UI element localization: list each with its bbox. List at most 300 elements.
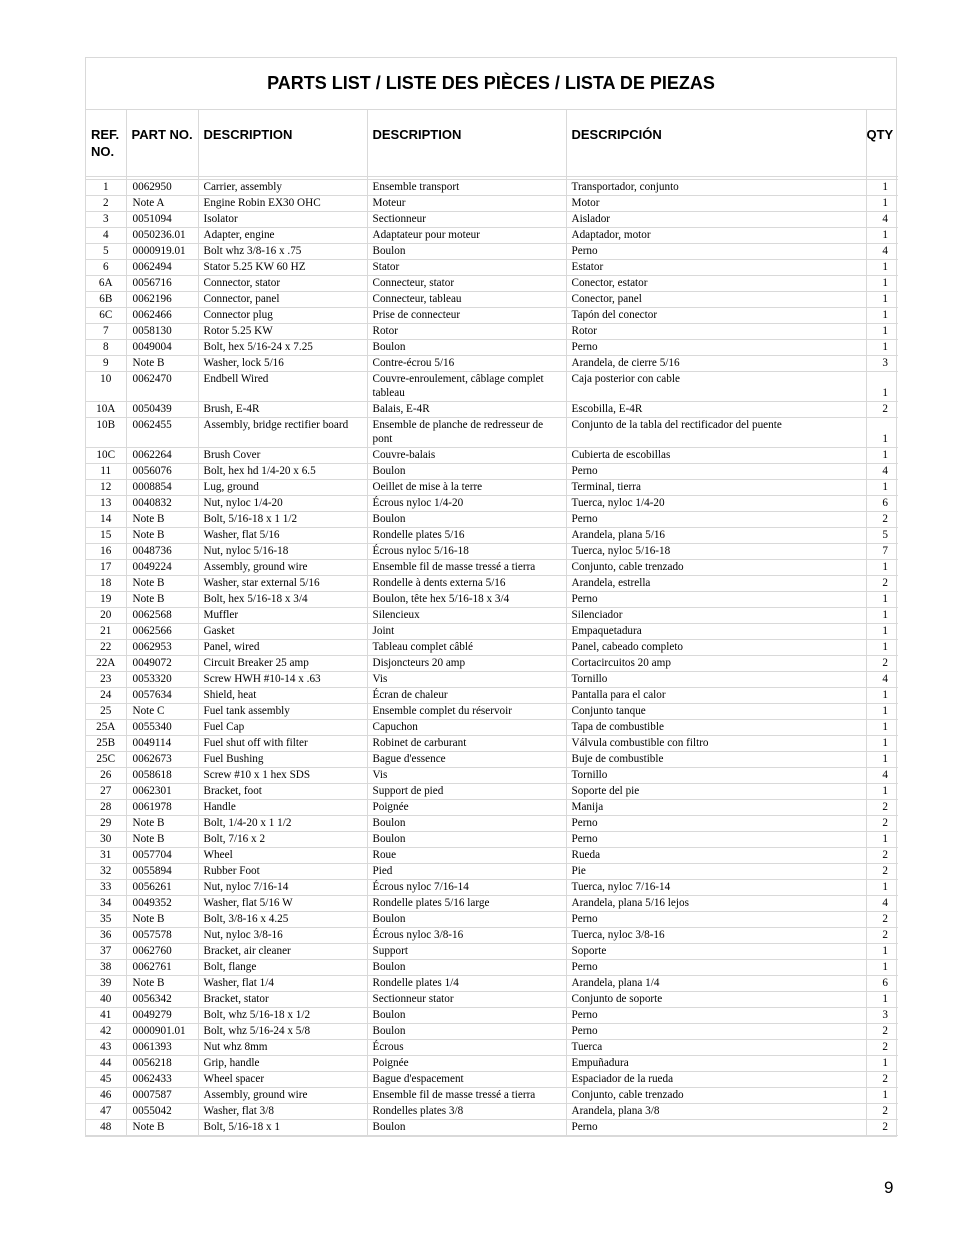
cell-ref-no: 9: [86, 355, 126, 371]
table-row: [86, 463, 898, 479]
table-row: [86, 323, 898, 339]
cell-description-es: Panel, cabeado completo: [566, 639, 866, 655]
table-row: [86, 401, 898, 417]
cell-part-no: Note B: [126, 815, 198, 831]
table-row: [86, 1055, 898, 1071]
cell-description-en: Bracket, air cleaner: [198, 943, 367, 959]
cell-description-en: Bolt, whz 5/16-24 x 5/8: [198, 1023, 367, 1039]
cell-qty: 1: [866, 751, 898, 767]
cell-part-no: 0000919.01: [126, 243, 198, 259]
cell-ref-no: 13: [86, 495, 126, 511]
cell-ref-no: 33: [86, 879, 126, 895]
cell-description-es: Rotor: [566, 323, 866, 339]
cell-description-fr: Tableau complet câblé: [367, 639, 566, 655]
cell-description-fr: Ensemble fil de masse tressé a tierra: [367, 559, 566, 575]
cell-description-fr: Ensemble transport: [367, 179, 566, 195]
cell-description-es: Perno: [566, 815, 866, 831]
cell-ref-no: 7: [86, 323, 126, 339]
cell-description-es: Arandela, plana 5/16: [566, 527, 866, 543]
cell-part-no: 0055042: [126, 1103, 198, 1119]
cell-qty: 5: [866, 527, 898, 543]
cell-description-es: Perno: [566, 339, 866, 355]
table-header-row: [86, 110, 898, 176]
table-row: [86, 227, 898, 243]
table-row: [86, 831, 898, 847]
cell-part-no: Note B: [126, 1119, 198, 1135]
cell-ref-no: 31: [86, 847, 126, 863]
cell-description-es: Tapa de combustible: [566, 719, 866, 735]
cell-description-en: Adapter, engine: [198, 227, 367, 243]
cell-ref-no: 38: [86, 959, 126, 975]
cell-qty: 1: [866, 879, 898, 895]
cell-description-es: Cubierta de escobillas: [566, 447, 866, 463]
cell-qty: 1: [866, 559, 898, 575]
cell-description-en: Rubber Foot: [198, 863, 367, 879]
cell-description-es: Conjunto, cable trenzado: [566, 1087, 866, 1103]
table-row: [86, 767, 898, 783]
cell-part-no: 0057634: [126, 687, 198, 703]
cell-description-fr: Rondelle plates 1/4: [367, 975, 566, 991]
cell-ref-no: 37: [86, 943, 126, 959]
cell-qty: 6: [866, 975, 898, 991]
cell-ref-no: 10A: [86, 401, 126, 417]
cell-description-fr: Bague d'espacement: [367, 1071, 566, 1087]
cell-qty: 1: [866, 275, 898, 291]
cell-description-en: Bolt, flange: [198, 959, 367, 975]
table-row: [86, 719, 898, 735]
cell-description-en: Circuit Breaker 25 amp: [198, 655, 367, 671]
cell-description-en: Bracket, foot: [198, 783, 367, 799]
cell-description-fr: Boulon: [367, 815, 566, 831]
cell-description-fr: Écrous nyloc 5/16-18: [367, 543, 566, 559]
cell-description-fr: Couvre-balais: [367, 447, 566, 463]
cell-description-en: Engine Robin EX30 OHC: [198, 195, 367, 211]
cell-description-en: Bolt, hex 5/16-24 x 7.25: [198, 339, 367, 355]
cell-description-en: Panel, wired: [198, 639, 367, 655]
cell-description-en: Washer, lock 5/16: [198, 355, 367, 371]
cell-description-es: Perno: [566, 463, 866, 479]
cell-qty: 2: [866, 1039, 898, 1055]
cell-qty: 1: [866, 307, 898, 323]
cell-description-es: Buje de combustible: [566, 751, 866, 767]
cell-qty: 4: [866, 211, 898, 227]
cell-ref-no: 29: [86, 815, 126, 831]
cell-description-en: Fuel shut off with filter: [198, 735, 367, 751]
cell-part-no: Note C: [126, 703, 198, 719]
cell-description-en: Connector, stator: [198, 275, 367, 291]
table-row: [86, 243, 898, 259]
cell-description-en: Washer, star external 5/16: [198, 575, 367, 591]
cell-ref-no: 27: [86, 783, 126, 799]
cell-ref-no: 2: [86, 195, 126, 211]
cell-description-en: Washer, flat 3/8: [198, 1103, 367, 1119]
cell-description-es: Tuerca, nyloc 7/16-14: [566, 879, 866, 895]
cell-qty: 1: [866, 339, 898, 355]
cell-qty: 1: [866, 195, 898, 211]
cell-part-no: 0062196: [126, 291, 198, 307]
table-row: [86, 879, 898, 895]
cell-qty: 1: [866, 991, 898, 1007]
cell-description-es: Escobilla, E-4R: [566, 401, 866, 417]
cell-description-en: Nut whz 8mm: [198, 1039, 367, 1055]
cell-qty: 1: [866, 687, 898, 703]
cell-ref-no: 24: [86, 687, 126, 703]
cell-description-es: Conjunto tanque: [566, 703, 866, 719]
cell-part-no: 0062568: [126, 607, 198, 623]
cell-description-es: Tapón del conector: [566, 307, 866, 323]
table-row: [86, 847, 898, 863]
table-row: [86, 911, 898, 927]
cell-qty: 2: [866, 1071, 898, 1087]
cell-description-es: Tuerca, nyloc 3/8-16: [566, 927, 866, 943]
cell-description-fr: Poignée: [367, 1055, 566, 1071]
cell-description-es: Pie: [566, 863, 866, 879]
table-row: [86, 307, 898, 323]
cell-part-no: 0055894: [126, 863, 198, 879]
cell-part-no: 0061978: [126, 799, 198, 815]
cell-ref-no: 25: [86, 703, 126, 719]
cell-ref-no: 18: [86, 575, 126, 591]
cell-qty: 6: [866, 495, 898, 511]
cell-qty: 1: [866, 639, 898, 655]
cell-ref-no: 43: [86, 1039, 126, 1055]
cell-description-es: Perno: [566, 959, 866, 975]
cell-qty: 1: [866, 1055, 898, 1071]
cell-part-no: 0049072: [126, 655, 198, 671]
cell-description-es: Motor: [566, 195, 866, 211]
cell-qty: 1: [866, 703, 898, 719]
cell-description-fr: Connecteur, stator: [367, 275, 566, 291]
cell-qty: 2: [866, 927, 898, 943]
cell-description-fr: Ensemble fil de masse tressé a tierra: [367, 1087, 566, 1103]
cell-qty: 2: [866, 815, 898, 831]
cell-qty: 1: [866, 959, 898, 975]
cell-ref-no: 36: [86, 927, 126, 943]
cell-description-fr: Boulon: [367, 463, 566, 479]
cell-part-no: 0040832: [126, 495, 198, 511]
cell-description-en: Bolt, 5/16-18 x 1 1/2: [198, 511, 367, 527]
cell-description-es: Conector, estator: [566, 275, 866, 291]
cell-description-fr: Écrous nyloc 1/4-20: [367, 495, 566, 511]
cell-description-fr: Support de pied: [367, 783, 566, 799]
cell-description-en: Connector, panel: [198, 291, 367, 307]
cell-part-no: 0053320: [126, 671, 198, 687]
table-row: [86, 815, 898, 831]
cell-part-no: Note B: [126, 975, 198, 991]
cell-description-fr: Prise de connecteur: [367, 307, 566, 323]
cell-description-fr: Vis: [367, 671, 566, 687]
table-row: [86, 211, 898, 227]
cell-qty: 1: [866, 623, 898, 639]
cell-description-fr: Sectionneur: [367, 211, 566, 227]
cell-description-en: Bolt, whz 5/16-18 x 1/2: [198, 1007, 367, 1023]
cell-description-fr: Écrous: [367, 1039, 566, 1055]
table-row: [86, 575, 898, 591]
cell-description-es: Tuerca, nyloc 5/16-18: [566, 543, 866, 559]
cell-part-no: 0062494: [126, 259, 198, 275]
cell-ref-no: 6B: [86, 291, 126, 307]
cell-ref-no: 46: [86, 1087, 126, 1103]
cell-description-es: Tuerca: [566, 1039, 866, 1055]
cell-description-fr: Stator: [367, 259, 566, 275]
cell-part-no: 0062301: [126, 783, 198, 799]
cell-part-no: Note B: [126, 591, 198, 607]
cell-description-en: Brush, E-4R: [198, 401, 367, 417]
cell-description-fr: Ensemble de planche de redresseur de pont: [367, 417, 566, 447]
table-row: [86, 179, 898, 195]
cell-description-es: Conector, panel: [566, 291, 866, 307]
cell-qty: 1: [866, 417, 898, 447]
header-description-fr: DESCRIPTION: [367, 110, 566, 176]
table-row: [86, 735, 898, 751]
cell-description-fr: Écran de chaleur: [367, 687, 566, 703]
table-row: [86, 355, 898, 371]
table-row: [86, 687, 898, 703]
cell-qty: 7: [866, 543, 898, 559]
cell-part-no: Note B: [126, 831, 198, 847]
cell-qty: 2: [866, 575, 898, 591]
table-row: [86, 259, 898, 275]
cell-part-no: 0062673: [126, 751, 198, 767]
cell-part-no: 0056716: [126, 275, 198, 291]
cell-description-es: Conjunto de la tabla del rectificador del puente: [566, 417, 866, 447]
cell-part-no: 0008854: [126, 479, 198, 495]
cell-ref-no: 15: [86, 527, 126, 543]
cell-description-es: Soporte: [566, 943, 866, 959]
cell-description-es: Perno: [566, 1119, 866, 1135]
cell-ref-no: 48: [86, 1119, 126, 1135]
table-row: [86, 671, 898, 687]
header-qty: QTY: [866, 110, 898, 176]
cell-description-fr: Roue: [367, 847, 566, 863]
table-row: [86, 783, 898, 799]
cell-description-es: Válvula combustible con filtro: [566, 735, 866, 751]
parts-table: [86, 110, 898, 1136]
cell-ref-no: 10B: [86, 417, 126, 447]
table-row: [86, 447, 898, 463]
cell-description-en: Bolt, 7/16 x 2: [198, 831, 367, 847]
cell-ref-no: 22A: [86, 655, 126, 671]
table-row: [86, 623, 898, 639]
cell-qty: 3: [866, 355, 898, 371]
cell-description-es: Tornillo: [566, 671, 866, 687]
cell-description-en: Stator 5.25 KW 60 HZ: [198, 259, 367, 275]
cell-description-es: Transportador, conjunto: [566, 179, 866, 195]
cell-part-no: 0000901.01: [126, 1023, 198, 1039]
cell-description-fr: Poignée: [367, 799, 566, 815]
cell-ref-no: 19: [86, 591, 126, 607]
page-title: PARTS LIST / LISTE DES PIÈCES / LISTA DE PIEZAS: [86, 58, 896, 110]
cell-ref-no: 44: [86, 1055, 126, 1071]
cell-ref-no: 23: [86, 671, 126, 687]
cell-description-es: Tuerca, nyloc 1/4-20: [566, 495, 866, 511]
cell-description-es: Adaptador, motor: [566, 227, 866, 243]
table-row: [86, 895, 898, 911]
cell-qty: 2: [866, 847, 898, 863]
cell-ref-no: 14: [86, 511, 126, 527]
cell-description-en: Bolt whz 3/8-16 x .75: [198, 243, 367, 259]
cell-description-fr: Boulon: [367, 911, 566, 927]
cell-qty: 1: [866, 607, 898, 623]
table-row: [86, 543, 898, 559]
cell-qty: 4: [866, 895, 898, 911]
cell-part-no: 0051094: [126, 211, 198, 227]
cell-description-fr: Vis: [367, 767, 566, 783]
cell-description-es: Conjunto de soporte: [566, 991, 866, 1007]
cell-description-en: Assembly, ground wire: [198, 1087, 367, 1103]
cell-part-no: 0062264: [126, 447, 198, 463]
cell-part-no: 0062950: [126, 179, 198, 195]
cell-part-no: 0049279: [126, 1007, 198, 1023]
table-row: [86, 291, 898, 307]
table-row: [86, 607, 898, 623]
cell-part-no: 0049114: [126, 735, 198, 751]
cell-part-no: Note B: [126, 911, 198, 927]
cell-qty: 2: [866, 655, 898, 671]
cell-part-no: 0058130: [126, 323, 198, 339]
cell-part-no: 0062760: [126, 943, 198, 959]
cell-description-fr: Boulon: [367, 243, 566, 259]
cell-description-fr: Boulon: [367, 1119, 566, 1135]
cell-description-es: Perno: [566, 1007, 866, 1023]
cell-ref-no: 30: [86, 831, 126, 847]
cell-description-fr: Capuchon: [367, 719, 566, 735]
table-row: [86, 943, 898, 959]
cell-description-fr: Connecteur, tableau: [367, 291, 566, 307]
cell-description-es: Silenciador: [566, 607, 866, 623]
cell-description-en: Washer, flat 5/16 W: [198, 895, 367, 911]
cell-qty: 1: [866, 831, 898, 847]
cell-description-en: Washer, flat 5/16: [198, 527, 367, 543]
cell-part-no: 0055340: [126, 719, 198, 735]
cell-description-en: Bolt, 3/8-16 x 4.25: [198, 911, 367, 927]
table-row: [86, 479, 898, 495]
cell-description-en: Bolt, 1/4-20 x 1 1/2: [198, 815, 367, 831]
cell-ref-no: 45: [86, 1071, 126, 1087]
cell-qty: 1: [866, 179, 898, 195]
header-ref-no: REF. NO.: [86, 110, 126, 176]
cell-qty: 1: [866, 735, 898, 751]
cell-part-no: Note A: [126, 195, 198, 211]
cell-description-es: Conjunto, cable trenzado: [566, 559, 866, 575]
cell-qty: 2: [866, 863, 898, 879]
cell-ref-no: 25B: [86, 735, 126, 751]
cell-description-en: Rotor 5.25 KW: [198, 323, 367, 339]
cell-part-no: 0049224: [126, 559, 198, 575]
cell-ref-no: 35: [86, 911, 126, 927]
cell-part-no: Note B: [126, 355, 198, 371]
table-row: [86, 703, 898, 719]
cell-ref-no: 6A: [86, 275, 126, 291]
table-row: [86, 1039, 898, 1055]
cell-description-fr: Robinet de carburant: [367, 735, 566, 751]
table-row: [86, 511, 898, 527]
cell-ref-no: 34: [86, 895, 126, 911]
cell-description-fr: Contre-écrou 5/16: [367, 355, 566, 371]
cell-part-no: Note B: [126, 527, 198, 543]
cell-description-es: Arandela, de cierre 5/16: [566, 355, 866, 371]
cell-description-es: Perno: [566, 1023, 866, 1039]
cell-qty: 2: [866, 1023, 898, 1039]
cell-description-es: Tornillo: [566, 767, 866, 783]
cell-description-fr: Boulon: [367, 1023, 566, 1039]
cell-part-no: 0062470: [126, 371, 198, 401]
table-row: [86, 927, 898, 943]
cell-part-no: 0050439: [126, 401, 198, 417]
cell-ref-no: 42: [86, 1023, 126, 1039]
cell-description-fr: Rondelle à dents externa 5/16: [367, 575, 566, 591]
cell-description-fr: Boulon: [367, 511, 566, 527]
cell-part-no: 0049004: [126, 339, 198, 355]
table-row: [86, 959, 898, 975]
cell-ref-no: 10C: [86, 447, 126, 463]
page-number: 9: [884, 1178, 894, 1197]
cell-ref-no: 25C: [86, 751, 126, 767]
cell-part-no: 0062466: [126, 307, 198, 323]
cell-part-no: 0061393: [126, 1039, 198, 1055]
cell-description-es: Empaquetadura: [566, 623, 866, 639]
cell-qty: 2: [866, 1103, 898, 1119]
cell-qty: 2: [866, 799, 898, 815]
cell-description-es: Caja posterior con cable: [566, 371, 866, 401]
cell-ref-no: 11: [86, 463, 126, 479]
cell-description-en: Fuel Bushing: [198, 751, 367, 767]
cell-ref-no: 20: [86, 607, 126, 623]
cell-description-en: Nut, nyloc 7/16-14: [198, 879, 367, 895]
table-row: [86, 195, 898, 211]
cell-description-es: Arandela, plana 3/8: [566, 1103, 866, 1119]
cell-description-fr: Sectionneur stator: [367, 991, 566, 1007]
cell-ref-no: 6: [86, 259, 126, 275]
cell-part-no: 0057578: [126, 927, 198, 943]
table-row: [86, 417, 898, 447]
cell-description-fr: Rondelles plates 3/8: [367, 1103, 566, 1119]
cell-qty: 1: [866, 719, 898, 735]
cell-description-es: Perno: [566, 831, 866, 847]
table-row: [86, 751, 898, 767]
cell-description-fr: Moteur: [367, 195, 566, 211]
cell-description-fr: Boulon: [367, 339, 566, 355]
cell-part-no: Note B: [126, 575, 198, 591]
cell-ref-no: 3: [86, 211, 126, 227]
table-row: [86, 559, 898, 575]
cell-description-fr: Couvre-enroulement, câblage complet tableau: [367, 371, 566, 401]
cell-description-fr: Écrous nyloc 7/16-14: [367, 879, 566, 895]
cell-part-no: 0049352: [126, 895, 198, 911]
cell-qty: 1: [866, 783, 898, 799]
table-row: [86, 639, 898, 655]
cell-qty: 4: [866, 463, 898, 479]
cell-description-es: Cortacircuitos 20 amp: [566, 655, 866, 671]
cell-description-fr: Rondelle plates 5/16 large: [367, 895, 566, 911]
table-row: [86, 591, 898, 607]
table-row: [86, 527, 898, 543]
cell-description-en: Fuel tank assembly: [198, 703, 367, 719]
cell-description-fr: Rondelle plates 5/16: [367, 527, 566, 543]
cell-ref-no: 17: [86, 559, 126, 575]
cell-description-en: Muffler: [198, 607, 367, 623]
cell-description-en: Grip, handle: [198, 1055, 367, 1071]
cell-description-en: Bolt, hex 5/16-18 x 3/4: [198, 591, 367, 607]
cell-qty: 2: [866, 911, 898, 927]
cell-description-es: Arandela, estrella: [566, 575, 866, 591]
cell-part-no: 0056261: [126, 879, 198, 895]
cell-description-fr: Bague d'essence: [367, 751, 566, 767]
table-row: [86, 371, 898, 401]
cell-part-no: 0062761: [126, 959, 198, 975]
cell-qty: 1: [866, 447, 898, 463]
cell-description-en: Bracket, stator: [198, 991, 367, 1007]
